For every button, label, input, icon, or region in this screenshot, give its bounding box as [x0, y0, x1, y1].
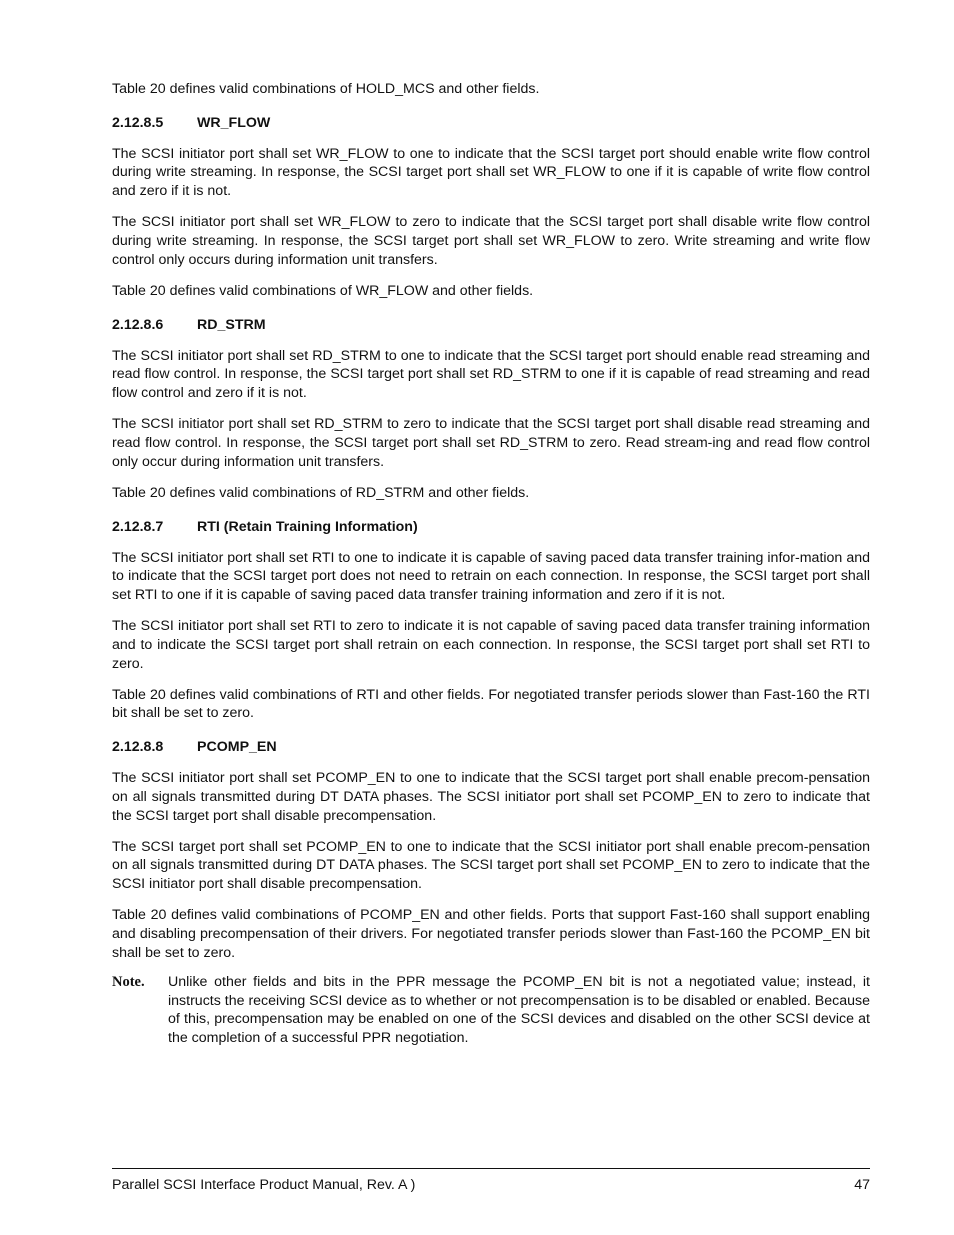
paragraph-wr-flow-zero: The SCSI initiator port shall set WR_FLOW to zero to indicate that the SCSI target port shall disable write flow control during write streaming. In response, the SCSI target port shall set WR_FLOW to zero. Write streaming and write flow control only occurs during information unit transfers. — [112, 214, 870, 268]
section-number: 2.12.8.7 — [112, 518, 164, 535]
section-title: RD_STRM — [197, 316, 266, 333]
footer-divider — [112, 1168, 870, 1169]
paragraph-rd-strm-one: The SCSI initiator port shall set RD_STRM to one to indicate that the SCSI target port should enable read streaming and read flow control. In response, the SCSI target port shall set RD_STRM to one if it is capable of read streaming and read flow control and zero if it is not. — [112, 347, 870, 402]
section-number: 2.12.8.5 — [112, 114, 164, 131]
section-title: PCOMP_EN — [197, 739, 277, 756]
paragraph-rd-strm-zero: The SCSI initiator port shall set RD_STRM to zero to indicate that the SCSI target port shall disable read streaming and read flow control. In response, the SCSI target port shall set RD_STRM to zero. Read stream-ing and read flow control only occur during information unit transfers. — [112, 416, 870, 470]
section-heading-pcomp-en — [112, 738, 870, 756]
section-number: 2.12.8.6 — [112, 316, 164, 333]
paragraph-rti-table-ref: Table 20 defines valid combinations of RTI and other fields. For negotiated transfer periods slower than Fast-160 the RTI bit shall be set to zero. — [112, 686, 870, 722]
paragraph-rd-strm-table-ref: Table 20 defines valid combinations of RD_STRM and other fields. — [112, 484, 530, 501]
paragraph-rti-zero: The SCSI initiator port shall set RTI to zero to indicate it is not capable of saving paced data transfer training information and to indicate the SCSI target port shall retrain on each connection. In response, the SCSI target port shall set RTI to zero. — [112, 618, 870, 672]
paragraph-pcomp-en-initiator: The SCSI initiator port shall set PCOMP_EN to one to indicate that the SCSI target port shall enable precom-pensation on all signals transmitted during DT DATA phases. The SCSI initiator port shall set PCOMP_EN to zero to indicate that the SCSI target port shall disable precompensation. — [112, 770, 870, 824]
paragraph-hold-mcs-table-ref: Table 20 defines valid combinations of HOLD_MCS and other fields. — [112, 81, 540, 97]
page-number: 47 — [854, 1177, 870, 1193]
section-title: WR_FLOW — [197, 114, 271, 131]
section-title: RTI (Retain Training Information) — [197, 518, 418, 535]
section-heading-rti — [112, 518, 870, 536]
note-block — [112, 973, 870, 1048]
page-body — [112, 80, 870, 1048]
paragraph-wr-flow-table-ref: Table 20 defines valid combinations of WR_FLOW and other fields. — [112, 282, 534, 299]
section-heading-wr-flow — [112, 114, 870, 132]
paragraph-pcomp-en-target: The SCSI target port shall set PCOMP_EN to one to indicate that the SCSI initiator port shall enable precom-pensation on all signals transmitted during DT DATA phases. The SCSI target port shall set PCOMP_EN to zero to indicate that the SCSI initiator port shall disable precompensation. — [112, 838, 870, 893]
section-heading-rd-strm — [112, 316, 870, 334]
paragraph-pcomp-en-table-ref: Table 20 defines valid combinations of PCOMP_EN and other fields. Ports that support Fast-160 shall support enabling and disabling precompensation of their drivers. For negotiated transfer periods slower than Fast-160 the PCOMP_EN bit shall be set to zero. — [112, 907, 870, 961]
footer-title: Parallel SCSI Interface Product Manual, Rev. A ) — [112, 1177, 416, 1193]
section-number: 2.12.8.8 — [112, 739, 164, 756]
note-text: Unlike other fields and bits in the PPR message the PCOMP_EN bit is not a negotiated value; instead, it instructs the receiving SCSI device as to whether or not precompensation is to be disabled or enabled. Because of this, precompensation may be enabled on one of the SCSI devices and disabled on the other SCSI device at the completion of a successful PPR negotiation. — [168, 974, 870, 1047]
note-label: Note. — [112, 974, 145, 990]
paragraph-rti-one: The SCSI initiator port shall set RTI to one to indicate it is capable of saving paced data transfer training infor-mation and to indicate that the SCSI target port does not need to retrain on each connection. In response, the SCSI target port shall set RTI to one if it is capable of saving paced data transfer training information and zero if it is not. — [112, 549, 870, 603]
paragraph-wr-flow-one: The SCSI initiator port shall set WR_FLOW to one to indicate that the SCSI target port should enable write flow control during write streaming. In response, the SCSI target port shall set WR_FLOW to one if it is capable of write flow control and zero if it is not. — [112, 145, 870, 200]
page-footer — [112, 1176, 870, 1194]
